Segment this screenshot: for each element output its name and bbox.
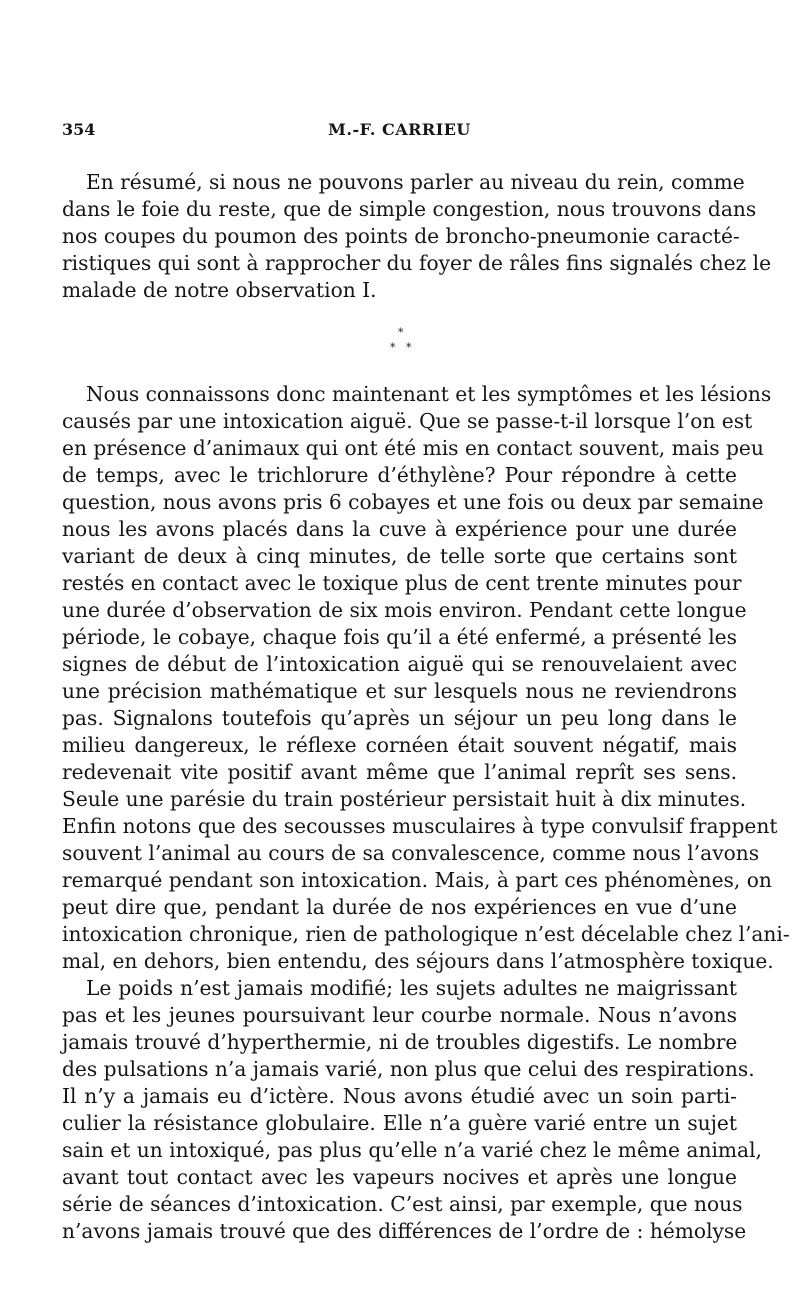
text-line: peut dire que, pendant la durée de nos expériences en vue d’une xyxy=(62,895,737,919)
text-line: variant de deux à cinq minutes, de telle sorte que certains sont xyxy=(62,544,737,568)
text-line: sain et un intoxiqué, pas plus qu’elle n’a varié chez le même animal, xyxy=(62,1138,762,1162)
text-line: de temps, avec le trichlorure d’éthylène? Pour répondre à cette xyxy=(62,463,737,487)
text-line: période, le cobaye, chaque fois qu’il a été enfermé, a présenté les xyxy=(62,625,737,649)
text-line: une durée d’observation de six mois environ. Pendant cette longue xyxy=(62,598,747,622)
text-line: en présence d’animaux qui ont été mis en contact souvent, mais peu xyxy=(62,436,764,460)
text-line: ristiques qui sont à rapprocher du foyer de râles fins signalés chez le xyxy=(62,251,772,275)
text-line: nos coupes du poumon des points de broncho-pneumonie caracté- xyxy=(62,224,740,248)
text-line: dans le foie du reste, que de simple congestion, nous trouvons dans xyxy=(62,197,757,221)
asterisk-icon: * xyxy=(398,326,404,339)
text-line: n’avons jamais trouvé que des différences de l’ordre de : hémolyse xyxy=(62,1219,747,1243)
text-line: restés en contact avec le toxique plus de cent trente minutes pour xyxy=(62,571,742,595)
asterisk-icon: * xyxy=(390,341,396,354)
text-line: jamais trouvé d’hyperthermie, ni de troubles digestifs. Le nombre xyxy=(62,1030,738,1054)
running-head xyxy=(62,120,737,146)
text-line: malade de notre observation I. xyxy=(62,278,377,302)
page-number: 354 xyxy=(62,120,96,139)
running-head-author: M.-F. CARRIEU xyxy=(328,120,471,139)
text-line: Seule une parésie du train postérieur persistait huit à dix minutes. xyxy=(62,787,747,811)
text-line: question, nous avons pris 6 cobayes et une fois ou deux par semaine xyxy=(62,490,764,514)
text-line: souvent l’animal au cours de sa convalescence, comme nous l’avons xyxy=(62,841,760,865)
text-line: signes de début de l’intoxication aiguë qui se renouvelaient avec xyxy=(62,652,737,676)
text-line: milieu dangereux, le réflexe cornéen était souvent négatif, mais xyxy=(62,733,737,757)
text-line: culier la résistance globulaire. Elle n’a guère varié entre un sujet xyxy=(62,1111,737,1135)
paragraph-chronic-intoxication xyxy=(62,381,790,1245)
text-line: Enfin notons que des secousses musculaires à type convulsif frappent xyxy=(62,814,778,838)
text-line: En résumé, si nous ne pouvons parler au niveau du rein, comme xyxy=(86,170,745,194)
text-line: nous les avons placés dans la cuve à expérience pour une durée xyxy=(62,517,737,541)
text-line: série de séances d’intoxication. C’est ainsi, par exemple, que nous xyxy=(62,1192,743,1216)
text-line: des pulsations n’a jamais varié, non plus que celui des respirations. xyxy=(62,1057,755,1081)
text-line: intoxication chronique, rien de pathologique n’est décelable chez l’ani- xyxy=(62,922,790,946)
section-break-asterism xyxy=(386,325,416,359)
paragraph-summary xyxy=(62,169,772,304)
text-line: Il n’y a jamais eu d’ictère. Nous avons étudié avec un soin parti- xyxy=(62,1084,737,1108)
text-line: causés par une intoxication aiguë. Que se passe-t-il lorsque l’on est xyxy=(62,409,753,433)
text-line: mal, en dehors, bien entendu, des séjours dans l’atmosphère toxique. xyxy=(62,949,774,973)
text-line: redevenait vite positif avant même que l’animal reprît ses sens. xyxy=(62,760,737,784)
text-line: pas. Signalons toutefois qu’après un séjour un peu long dans le xyxy=(62,706,737,730)
text-line: remarqué pendant son intoxication. Mais, à part ces phénomènes, on xyxy=(62,868,772,892)
text-line: avant tout contact avec les vapeurs nocives et après une longue xyxy=(62,1165,737,1189)
asterisk-icon: * xyxy=(406,341,412,354)
text-line: Le poids n’est jamais modifié; les sujets adultes ne maigrissant xyxy=(86,976,737,1000)
text-line: une précision mathématique et sur lesquels nous ne reviendrons xyxy=(62,679,737,703)
text-line: pas et les jeunes poursuivant leur courbe normale. Nous n’avons xyxy=(62,1003,737,1027)
text-line: Nous connaissons donc maintenant et les symptômes et les lésions xyxy=(86,382,772,406)
